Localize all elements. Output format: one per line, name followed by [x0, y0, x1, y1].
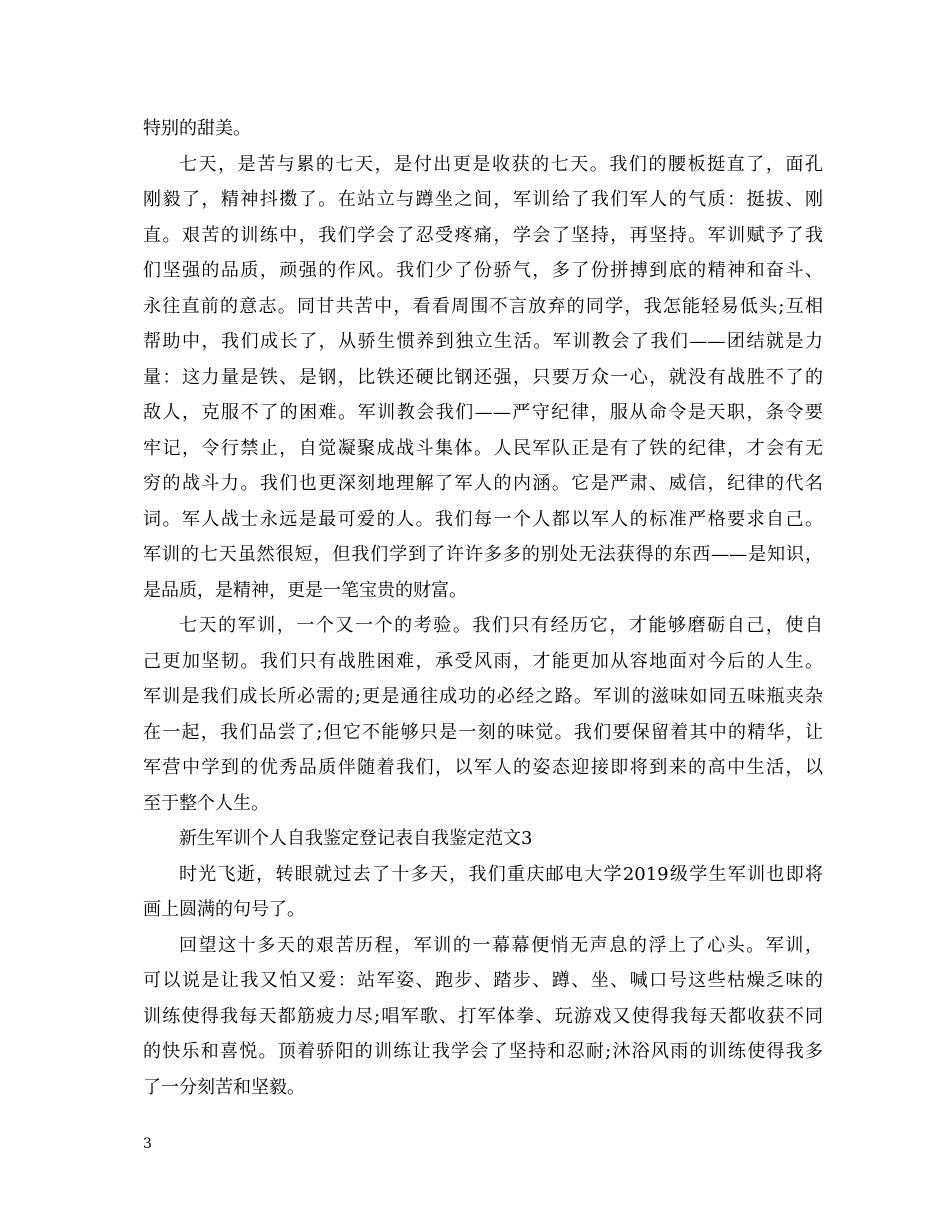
- document-body: [143, 111, 823, 1105]
- text-line: 军训的七天虽然很短，但我们学到了许许多多的别处无法获得的东西——是知识，: [143, 544, 823, 565]
- text-line: 们坚强的品质，顽强的作风。我们少了份骄气，多了份拼搏到底的精神和奋斗、: [143, 260, 823, 281]
- text-line: 穷的战斗力。我们也更深刻地理解了军人的内涵。它是严肃、威信，纪律的代名: [143, 473, 823, 494]
- text-line: 是品质，是精神，更是一笔宝贵的财富。: [143, 579, 467, 601]
- text-line: 的快乐和喜悦。顶着骄阳的训练让我学会了坚持和忍耐;沐浴风雨的训练使得我多: [143, 1041, 823, 1062]
- text-line: 可以说是让我又怕又爱：站军姿、跑步、踏步、蹲、坐、喊口号这些枯燥乏味的: [143, 970, 823, 991]
- text-line: 了一分刻苦和坚毅。: [143, 1076, 305, 1098]
- paragraph: [143, 608, 823, 821]
- text-line: 词。军人战士永远是最可爱的人。我们每一个人都以军人的标准严格要求自己。: [143, 508, 823, 530]
- paragraph: [143, 147, 823, 609]
- text-line: 量：这力量是铁、是钢，比铁还硬比钢还强，只要万众一心，就没有战胜不了的: [143, 366, 823, 388]
- text-line: 军营中学到的优秀品质伴随着我们，以军人的姿态迎接即将到来的高中生活，以: [143, 757, 823, 778]
- text-line: 时光飞逝，转眼就过去了十多天，我们重庆邮电大学2019级学生军训也即将: [179, 863, 823, 885]
- page-number: 3: [143, 1136, 152, 1152]
- text-line: 刚毅了，精神抖擞了。在站立与蹲坐之间，军训给了我们军人的气质：挺拔、刚: [143, 189, 823, 210]
- text-line: 直。艰苦的训练中，我们学会了忍受疼痛，学会了坚持，再坚持。军训赋予了我: [143, 224, 823, 246]
- text-line: 帮助中，我们成长了，从骄生惯养到独立生活。军训教会了我们——团结就是力: [143, 331, 823, 352]
- text-line: 画上圆满的句号了。: [143, 899, 305, 920]
- text-line: 永往直前的意志。同甘共苦中，看看周围不言放弃的同学，我怎能轻易低头;互相: [143, 295, 823, 317]
- paragraph: [143, 111, 823, 147]
- paragraph: [143, 928, 823, 1106]
- text-line: 敌人，克服不了的困难。军训教会我们——严守纪律，服从命令是天职，条令要: [143, 402, 823, 423]
- text-line: 特别的甜美。: [143, 118, 251, 139]
- paragraph: [143, 821, 823, 857]
- text-line: 至于整个人生。: [143, 792, 269, 814]
- text-line: 七天，是苦与累的七天，是付出更是收获的七天。我们的腰板挺直了，面孔: [179, 153, 823, 175]
- paragraph: [143, 857, 823, 928]
- text-line: 训练使得我每天都筋疲力尽;唱军歌、打军体拳、玩游戏又使得我每天都收获不同: [143, 1005, 823, 1027]
- text-line: 己更加坚韧。我们只有战胜困难，承受风雨，才能更加从容地面对今后的人生。: [143, 650, 823, 672]
- text-line: 七天的军训，一个又一个的考验。我们只有经历它，才能够磨砺自己，使自: [179, 615, 823, 636]
- text-line: 回望这十多天的艰苦历程，军训的一幕幕便悄无声息的浮上了心头。军训，: [179, 934, 823, 956]
- text-line: 牢记，令行禁止，自觉凝聚成战斗集体。人民军队正是有了铁的纪律，才会有无: [143, 437, 823, 459]
- text-line: 军训是我们成长所必需的;更是通往成功的必经之路。军训的滋味如同五味瓶夹杂: [143, 686, 823, 707]
- text-line: 新生军训个人自我鉴定登记表自我鉴定范文3: [179, 828, 533, 849]
- text-line: 在一起，我们品尝了;但它不能够只是一刻的味觉。我们要保留着其中的精华，让: [143, 721, 823, 743]
